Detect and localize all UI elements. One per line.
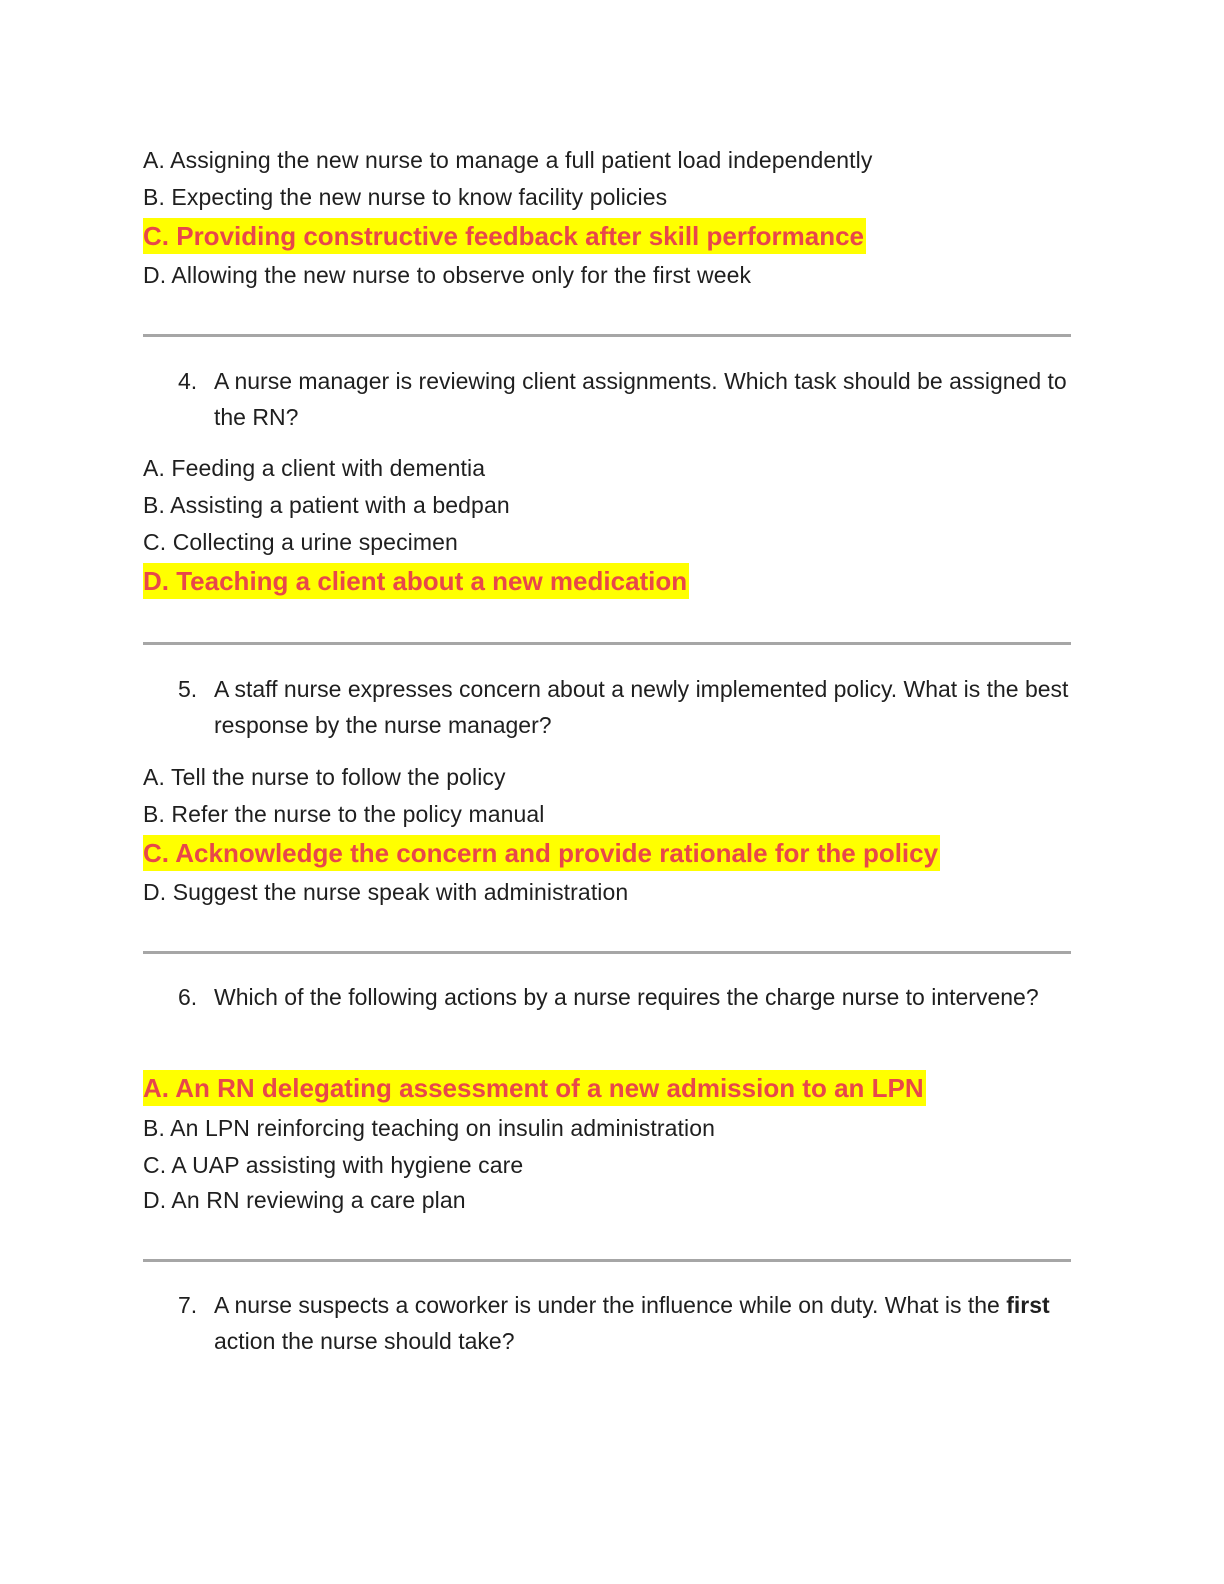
divider xyxy=(143,642,1071,645)
prev-option-d: D. Allowing the new nurse to observe only for the first week xyxy=(143,262,752,288)
q4-text: A nurse manager is reviewing client assignments. Which task should be assigned to the RN? xyxy=(214,368,1067,430)
q5-text: A staff nurse expresses concern about a newly implemented policy. What is the best response by the nurse manager? xyxy=(214,676,1069,738)
divider xyxy=(143,334,1071,337)
prev-option-c-correct: C. Providing constructive feedback after skill performance xyxy=(143,218,866,254)
q7-text xyxy=(214,1287,1074,1359)
q6-number: 6. xyxy=(178,984,198,1010)
q5-number: 5. xyxy=(178,676,198,702)
q4-option-b: B. Assisting a patient with a bedpan xyxy=(143,492,510,518)
q4-option-c: C. Collecting a urine specimen xyxy=(143,529,458,555)
q7-text-before: A nurse suspects a coworker is under the influence while on duty. What is the xyxy=(214,1292,1007,1318)
prev-option-b: B. Expecting the new nurse to know facility policies xyxy=(143,184,668,210)
q4-option-d-correct: D. Teaching a client about a new medication xyxy=(143,563,689,599)
divider xyxy=(143,1259,1071,1262)
q7-text-after: action the nurse should take? xyxy=(214,1328,515,1354)
q6-option-d: D. An RN reviewing a care plan xyxy=(143,1187,466,1213)
q5-option-a: A. Tell the nurse to follow the policy xyxy=(143,764,506,790)
q6-text: Which of the following actions by a nurse requires the charge nurse to intervene? xyxy=(214,984,1039,1010)
q7-emphasis: first xyxy=(1006,1292,1050,1318)
q5-option-c-correct: C. Acknowledge the concern and provide rationale for the policy xyxy=(143,835,940,871)
q6-option-c: C. A UAP assisting with hygiene care xyxy=(143,1152,524,1178)
q4-option-a: A. Feeding a client with dementia xyxy=(143,455,486,481)
q5-option-b: B. Refer the nurse to the policy manual xyxy=(143,801,545,827)
prev-option-a: A. Assigning the new nurse to manage a full patient load independently xyxy=(143,147,873,173)
q5-option-d: D. Suggest the nurse speak with administration xyxy=(143,879,629,905)
divider xyxy=(143,951,1071,954)
q7-number: 7. xyxy=(178,1292,198,1318)
q6-option-b: B. An LPN reinforcing teaching on insulin administration xyxy=(143,1115,715,1141)
q6-option-a-correct: A. An RN delegating assessment of a new admission to an LPN xyxy=(143,1070,926,1106)
q4-number: 4. xyxy=(178,368,198,394)
